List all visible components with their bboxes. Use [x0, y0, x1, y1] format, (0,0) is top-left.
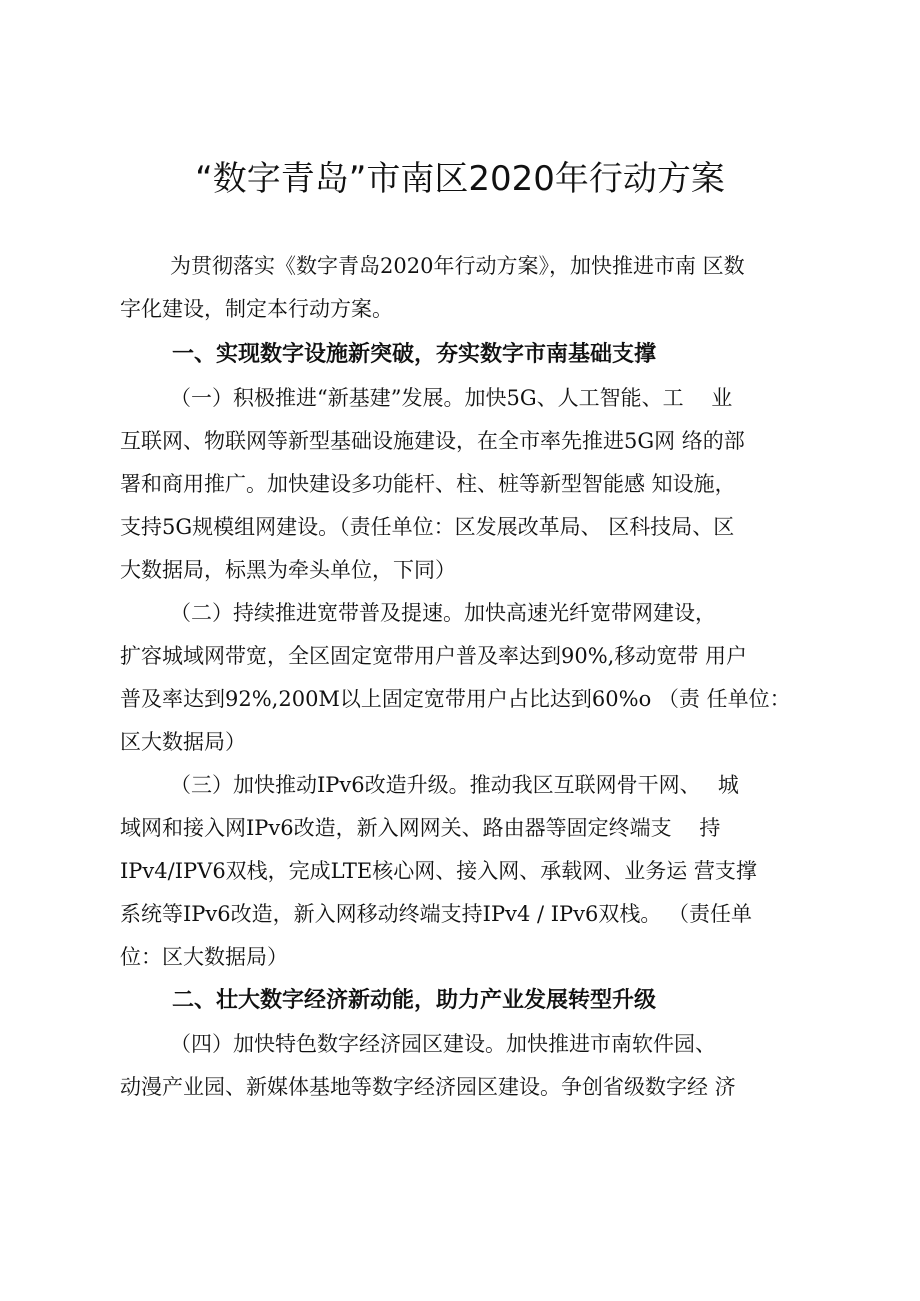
item-2-line-2: 扩容城域网带宽，全区固定宽带用户普及率达到90%,移动宽带 用户 [120, 644, 748, 668]
intro-line-1: 为贯彻落实《数字青岛2020年行动方案》，加快推进市南 区数 [170, 254, 745, 278]
item-3-line-2: 域网和接入网IPv6改造，新入网网关、路由器等固定终端支 持 [120, 816, 721, 840]
item-2-line-3: 普及率达到92%,200M以上固定宽带用户占比达到60%o （责 任单位： [120, 687, 791, 711]
section-heading-2: 二、壮大数字经济新动能，助力产业发展转型升级 [172, 988, 657, 1013]
item-2-line-1: （二）持续推进宽带普及提速。加快高速光纤宽带网建设， [170, 601, 716, 625]
item-1-line-2: 互联网、物联网等新型基础设施建设，在全市率先推进5G网 络的部 [120, 429, 745, 453]
item-4-line-1: （四）加快特色数字经济园区建设。加快推进市南软件园、 [170, 1032, 716, 1056]
item-3-line-3: IPv4/IPV6双栈，完成LTE核心网、接入网、承载网、业务运 营支撑 [120, 859, 757, 883]
item-3-line-4: 系统等IPv6改造，新入网移动终端支持IPv4 / IPv6双栈。 （责任单 [120, 902, 753, 926]
item-1-line-3: 署和商用推广。加快建设多功能杆、柱、桩等新型智能感 知设施， [120, 472, 736, 496]
item-2-line-4: 区大数据局） [120, 730, 246, 754]
item-4-line-2: 动漫产业园、新媒体基地等数字经济园区建设。争创省级数字经 济 [120, 1075, 736, 1099]
intro-line-2: 字化建设，制定本行动方案。 [120, 297, 393, 321]
item-1-line-4: 支持5G规模组网建设。（责任单位：区发展改革局、 区科技局、区 [120, 515, 735, 539]
section-heading-1: 一、实现数字设施新突破，夯实数字市南基础支撑 [172, 342, 657, 367]
item-3-line-5: 位：区大数据局） [120, 945, 288, 969]
item-1-line-5: 大数据局，标黑为牵头单位，下同） [120, 558, 456, 582]
item-1-line-1: （一）积极推进“新基建”发展。加快5G、人工智能、工 业 [170, 386, 733, 410]
document-title: “数字青岛”市南区2020年行动方案 [195, 159, 725, 199]
item-3-line-1: （三）加快推动IPv6改造升级。推动我区互联网骨干网、 城 [170, 773, 739, 797]
